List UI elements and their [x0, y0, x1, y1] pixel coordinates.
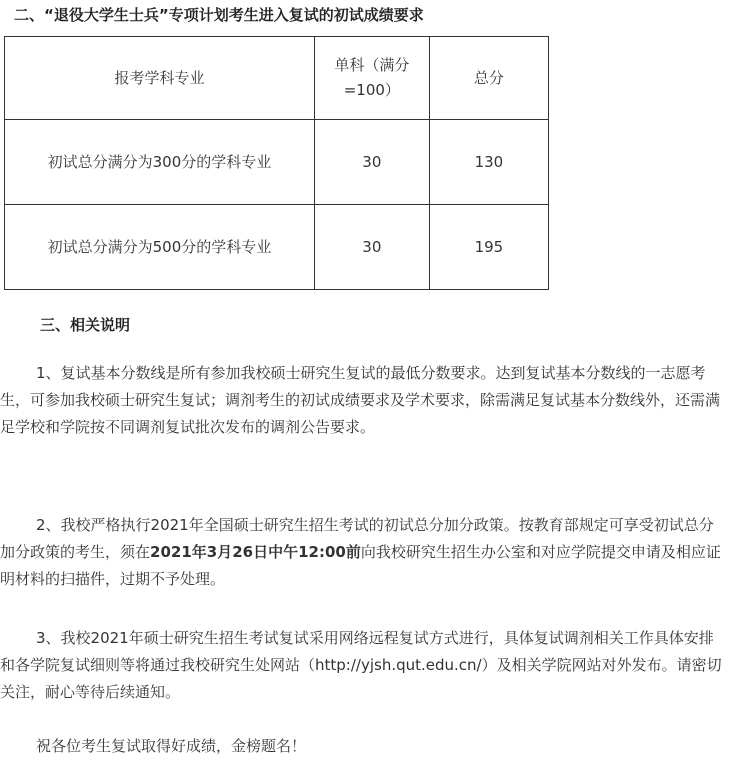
header-subject: 报考学科专业	[5, 37, 315, 120]
cell-total: 130	[429, 120, 548, 205]
score-requirements-table	[4, 36, 549, 290]
cell-subject: 初试总分满分为300分的学科专业	[5, 120, 315, 205]
table-row	[5, 120, 549, 205]
deadline-text: 2021年3月26日中午12:00前	[150, 543, 361, 561]
section-2-heading: 二、“退役大学生士兵”专项计划考生进入复试的初试成绩要求	[14, 6, 424, 24]
note-paragraph-3: 3、我校2021年硕士研究生招生考试复试采用网络远程复试方式进行，具体复试调剂相关工作具体安排和各学院复试细则等将通过我校研究生处网站（http://yjsh.qut.edu.cn/）及相关学院网站对外发布。请密切关注，耐心等待后续通知。	[0, 629, 722, 701]
cell-single: 30	[314, 120, 429, 205]
note-paragraph-2: 2、我校严格执行2021年全国硕士研究生招生考试的初试总分加分政策。按教育部规定可享受初试总分加分政策的考生，须在2021年3月26日中午12:00前向我校研究生招生办公室和对应学院提交申请及相应证明材料的扫描件，过期不予处理。	[0, 516, 721, 588]
cell-single: 30	[314, 205, 429, 290]
header-single-subject: 单科（满分=100）	[314, 37, 429, 120]
header-total: 总分	[429, 37, 548, 120]
table-header-row	[5, 37, 549, 120]
note-paragraph-1: 1、复试基本分数线是所有参加我校硕士研究生复试的最低分数要求。达到复试基本分数线的一志愿考生，可参加我校硕士研究生复试；调剂考生的初试成绩要求及学术要求，除需满足复试基本分数线外，还需满足学校和学院按不同调剂复试批次发布的调剂公告要求。	[0, 364, 721, 436]
closing-wish: 祝各位考生复试取得好成绩，金榜题名！	[36, 737, 307, 755]
cell-total: 195	[429, 205, 548, 290]
table-row	[5, 205, 549, 290]
section-3-heading: 三、相关说明	[40, 316, 131, 334]
cell-subject: 初试总分满分为500分的学科专业	[5, 205, 315, 290]
